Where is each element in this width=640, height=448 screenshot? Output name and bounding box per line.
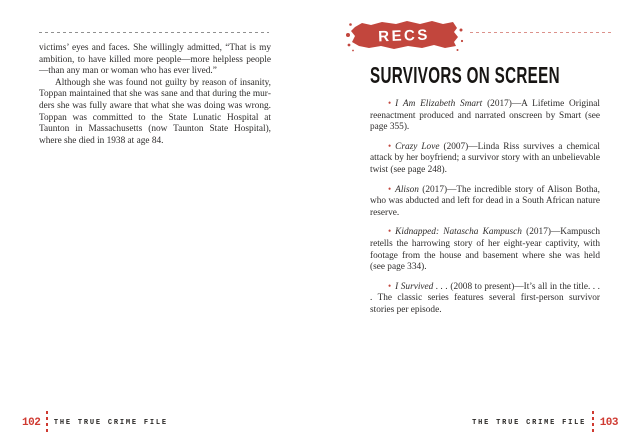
section-heading: SURVIVORS ON SCREEN bbox=[370, 62, 560, 88]
list-item-title: Crazy Love bbox=[395, 141, 440, 152]
left-text-block bbox=[0, 0, 320, 147]
bullet-icon: • bbox=[388, 280, 392, 291]
list-item-text: (2017)—The incredible story of Alison Botha, who was abducted and left for dead in a South African nature reserve. bbox=[370, 184, 600, 218]
footer-divider-dashed bbox=[592, 411, 594, 434]
list-item bbox=[370, 98, 600, 134]
list-item-text: (2007)—Linda Riss survives a chemical attack by her boyfriend; a survivor story with an unbelievable twist (see page 248). bbox=[370, 141, 601, 175]
list-item-title: Alison bbox=[395, 184, 419, 195]
page-footer-right bbox=[472, 411, 618, 434]
bullet-icon: • bbox=[388, 183, 392, 194]
list-item bbox=[370, 226, 600, 273]
recs-divider-dashed bbox=[470, 32, 612, 34]
bullet-icon: • bbox=[388, 226, 392, 237]
list-item-text: (2008 to present)—It’s all in the title. . . . The classic series features several first-person survivor stories per episode. bbox=[370, 281, 600, 315]
list-item-text: (2017)—A Lifetime Original reenactment produced and narrated onscreen by Smart (see page 355). bbox=[370, 99, 600, 133]
list-item-text: (2017)—Kampusch retells the harrowing story of her eight-year captivity, with footage from the house and basement where she was held (see page 334). bbox=[370, 227, 601, 273]
list-item bbox=[370, 141, 600, 177]
page-right bbox=[320, 0, 640, 448]
running-title: THE TRUE CRIME FILE bbox=[53, 418, 168, 427]
page-number: 103 bbox=[599, 416, 618, 429]
footer-divider-dashed bbox=[46, 411, 48, 434]
list-item-title: I Am Elizabeth Smart bbox=[395, 99, 483, 109]
recs-list bbox=[370, 98, 600, 317]
paragraph: Although she was found not guilty by reason of insanity, Toppan maintained that she was sane and that during the murders she was fully aware that what she was doing was wrong. Toppan was committed to the State Lunatic Hospital at Taunton in Massachusetts (now Taunton State Hospital), where she died in 1938 at age 84. bbox=[39, 77, 271, 146]
list-item bbox=[370, 281, 600, 317]
paragraph: victims’ eyes and faces. She willingly admitted, “That is my ambition, to have killed more people—more helpless people—than any man or woman who has ever lived.” bbox=[39, 43, 271, 77]
page-number: 102 bbox=[22, 416, 41, 429]
page-footer-left bbox=[22, 411, 168, 434]
list-item bbox=[370, 184, 600, 220]
recs-stamp-badge bbox=[344, 15, 468, 55]
running-title: THE TRUE CRIME FILE bbox=[472, 418, 587, 427]
list-item-title: I Survived . . . bbox=[395, 281, 448, 292]
bullet-icon: • bbox=[388, 140, 392, 151]
section-divider-dashed bbox=[39, 32, 269, 34]
bullet-icon: • bbox=[388, 98, 392, 108]
recs-badge-label: RECS bbox=[377, 26, 431, 46]
list-item-title: Kidnapped: Natascha Kampusch bbox=[395, 227, 522, 238]
